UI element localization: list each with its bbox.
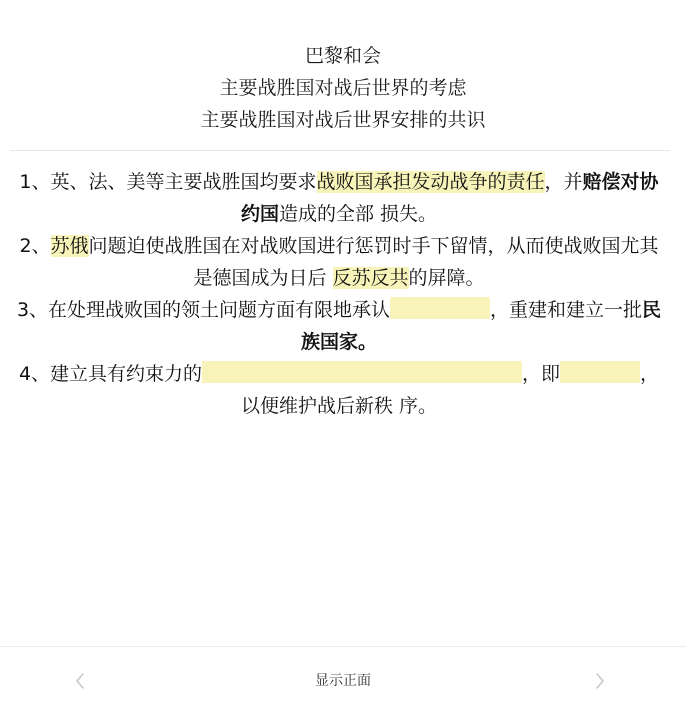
item-1-prefix: 1、英、法、美等主要战胜国均要求 (19, 171, 317, 193)
card-header (0, 0, 686, 136)
card-subtitle-1: 主要战胜国对战后世界的考虑 (219, 77, 467, 99)
item-2-highlight-1: 苏俄 (50, 235, 89, 257)
show-front-button[interactable] (0, 671, 686, 691)
header-divider (10, 150, 670, 151)
bottom-bar (0, 646, 686, 713)
item-1-bold: 赔偿对协约国 (240, 171, 659, 225)
list-item-4 (12, 358, 666, 422)
list-item-1 (12, 166, 666, 230)
item-4-blank-2[interactable] (560, 361, 640, 383)
item-3-prefix: 3、在处理战败国的领土问题方面有限地承认 (16, 299, 391, 321)
item-2-prefix: 2、 (19, 235, 51, 257)
next-button[interactable] (588, 669, 612, 693)
card-subtitle-2: 主要战胜国对战后世界安排的共识 (200, 109, 486, 131)
item-2-highlight-2: 反苏反共 (332, 267, 409, 289)
item-4-prefix: 4、建立具有约束力的 (18, 363, 203, 385)
item-1-suffix: 造成的全部 损失。 (278, 203, 438, 225)
list-item-3 (12, 294, 666, 358)
item-2-suffix: 的屏障。 (408, 267, 485, 289)
item-4-suffix: ，以便维护战后新秩 序。 (240, 363, 660, 417)
item-4-blank-1[interactable] (202, 361, 522, 383)
item-3-mid: ，重建和建立一批 (490, 299, 643, 321)
item-3-bold: 民族国家。 (300, 299, 662, 353)
item-1-mid: ，并 (544, 171, 583, 193)
item-3-blank[interactable] (390, 297, 490, 319)
card-content (12, 166, 666, 422)
show-front-label[interactable]: 显示正面 (315, 673, 371, 689)
list-item-2 (12, 230, 666, 294)
item-2-mid: 问题迫使战胜国在对战败国进行惩罚时手下留情，从而使战败国尤其是德国成为日后 (88, 235, 659, 289)
chevron-right-icon (595, 672, 605, 690)
card-title: 巴黎和会 (304, 45, 381, 67)
item-1-highlight: 战败国承担发动战争的责任 (316, 171, 545, 193)
item-4-mid: ，即 (522, 363, 561, 385)
